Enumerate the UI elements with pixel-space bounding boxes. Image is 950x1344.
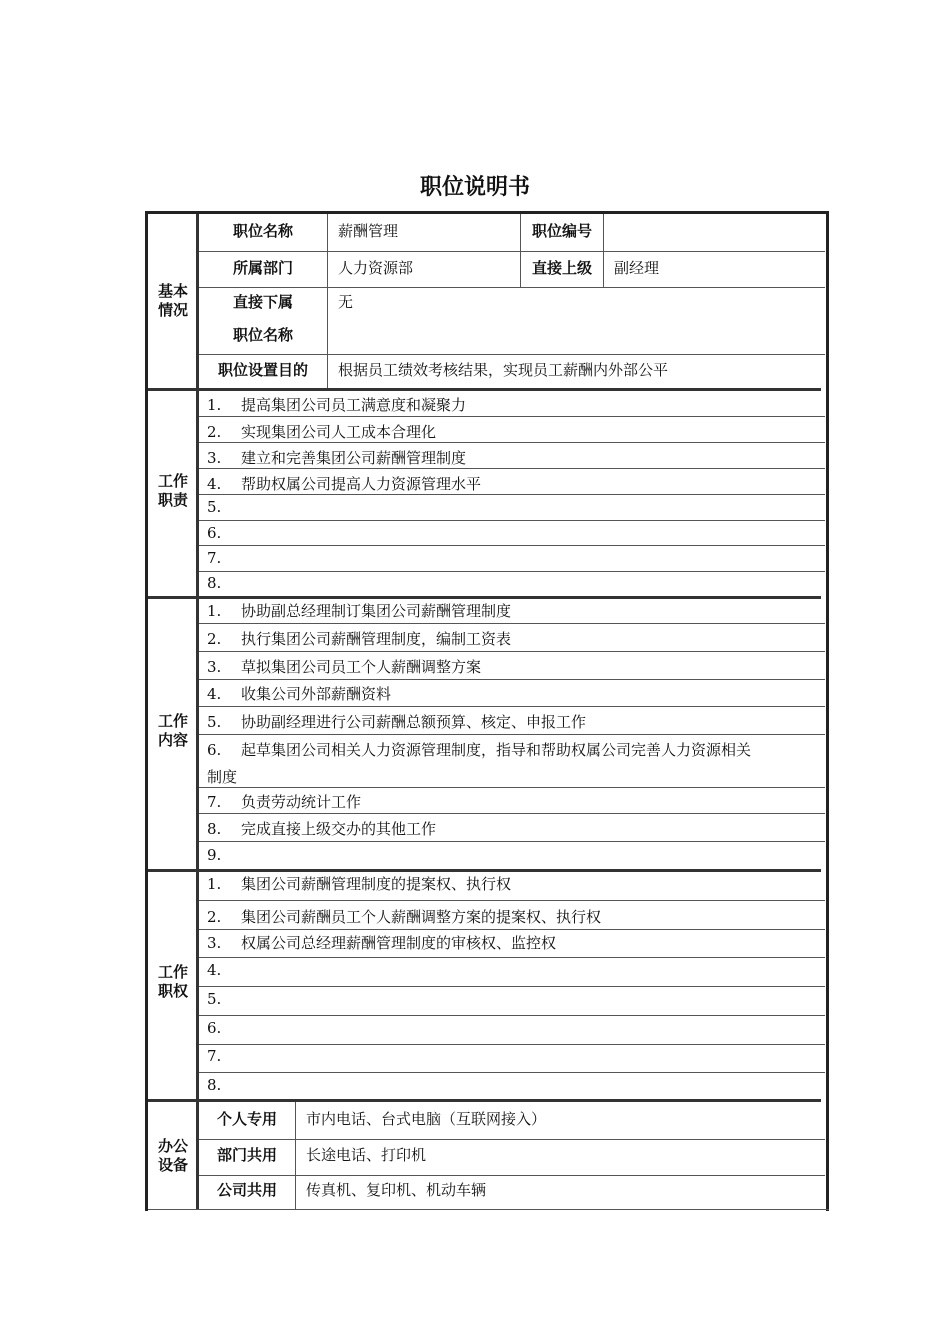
item-number: 2. bbox=[207, 908, 222, 926]
section-label-basic: 基本 情况 bbox=[157, 282, 188, 319]
item-number: 3. bbox=[207, 934, 222, 952]
row-line bbox=[199, 442, 825, 443]
section-separator bbox=[148, 388, 821, 391]
item-number: 8. bbox=[207, 820, 222, 838]
position-name-label: 职位名称 bbox=[232, 222, 293, 240]
authority-item bbox=[207, 932, 822, 953]
row-line bbox=[199, 841, 825, 842]
row-line bbox=[199, 1015, 825, 1016]
duties-item bbox=[207, 574, 822, 592]
basic-row-line bbox=[199, 354, 825, 355]
duties-item bbox=[207, 447, 822, 468]
row-line bbox=[199, 813, 825, 814]
section-separator bbox=[148, 596, 821, 599]
equipment-value: 长途电话、打印机 bbox=[306, 1146, 427, 1164]
item-text: 提高集团公司员工满意度和凝聚力 bbox=[241, 396, 467, 414]
content-item bbox=[207, 600, 822, 621]
item-text: 实现集团公司人工成本合理化 bbox=[241, 423, 437, 441]
row-line bbox=[199, 1175, 825, 1176]
row-line bbox=[199, 787, 825, 788]
subordinate-value: 无 bbox=[338, 293, 354, 311]
item-text: 帮助权属公司提高人力资源管理水平 bbox=[241, 475, 482, 493]
content-item bbox=[207, 656, 822, 677]
department-value: 人力资源部 bbox=[338, 259, 414, 277]
equipment-value: 传真机、复印机、机动车辆 bbox=[306, 1181, 487, 1199]
item-number: 7. bbox=[207, 549, 222, 567]
item-text: 集团公司薪酬员工个人薪酬调整方案的提案权、执行权 bbox=[241, 908, 602, 926]
duties-item bbox=[207, 549, 822, 567]
section-label-equipment: 办公 设备 bbox=[157, 1137, 188, 1174]
content-item bbox=[207, 683, 822, 704]
authority-item bbox=[207, 961, 822, 979]
purpose-value: 根据员工绩效考核结果，实现员工薪酬内外部公平 bbox=[338, 361, 669, 379]
duties-item bbox=[207, 473, 822, 494]
item-number: 6. bbox=[207, 1019, 222, 1037]
item-number: 1. bbox=[207, 875, 222, 893]
authority-item bbox=[207, 1019, 822, 1037]
duties-item bbox=[207, 498, 822, 516]
duties-item bbox=[207, 524, 822, 542]
row-line bbox=[199, 1044, 825, 1045]
item-text: 执行集团公司薪酬管理制度，编制工资表 bbox=[241, 630, 512, 648]
subordinate-label: 直接下属 bbox=[232, 293, 293, 311]
section-label-authority: 工作 职权 bbox=[157, 963, 188, 1000]
row-line bbox=[199, 416, 825, 417]
authority-item bbox=[207, 873, 822, 894]
item-number: 6. bbox=[207, 524, 222, 542]
item-number: 1. bbox=[207, 396, 222, 414]
row-line bbox=[199, 494, 825, 495]
basic-row-line bbox=[199, 287, 825, 288]
superior-value: 副经理 bbox=[614, 259, 660, 277]
content-item bbox=[207, 711, 822, 732]
item-number: 7. bbox=[207, 1047, 222, 1065]
row-line bbox=[199, 468, 825, 469]
equipment-label: 公司共用 bbox=[216, 1181, 277, 1199]
equipment-label: 个人专用 bbox=[216, 1110, 277, 1128]
item-text-continued: 制度 bbox=[207, 768, 238, 786]
basic-col-divider bbox=[327, 214, 328, 389]
item-number: 8. bbox=[207, 574, 222, 592]
item-number: 4. bbox=[207, 475, 222, 493]
item-number: 5. bbox=[207, 498, 222, 516]
row-line bbox=[199, 929, 825, 930]
equipment-value: 市内电话、台式电脑（互联网接入） bbox=[306, 1110, 547, 1128]
item-text: 集团公司薪酬管理制度的提案权、执行权 bbox=[241, 875, 512, 893]
row-line bbox=[199, 545, 825, 546]
item-number: 4. bbox=[207, 961, 222, 979]
item-text: 协助副总经理制订集团公司薪酬管理制度 bbox=[241, 602, 512, 620]
section-label-duties: 工作 职责 bbox=[157, 472, 188, 509]
authority-item bbox=[207, 990, 822, 1008]
section-separator bbox=[148, 869, 821, 872]
row-line bbox=[199, 900, 825, 901]
row-line bbox=[199, 957, 825, 958]
duties-item bbox=[207, 421, 822, 442]
row-line bbox=[199, 706, 825, 707]
item-number: 4. bbox=[207, 685, 222, 703]
equipment-label: 部门共用 bbox=[216, 1146, 277, 1164]
content-item bbox=[207, 791, 822, 812]
authority-item bbox=[207, 906, 822, 927]
content-item bbox=[207, 628, 822, 649]
item-text: 完成直接上级交办的其他工作 bbox=[241, 820, 437, 838]
item-number: 9. bbox=[207, 846, 222, 864]
item-text: 权属公司总经理薪酬管理制度的审核权、监控权 bbox=[241, 934, 557, 952]
item-text: 收集公司外部薪酬资料 bbox=[241, 685, 392, 703]
position-name-value: 薪酬管理 bbox=[338, 222, 399, 240]
row-line bbox=[199, 1139, 825, 1140]
row-line bbox=[199, 734, 825, 735]
row-line bbox=[199, 986, 825, 987]
department-label: 所属部门 bbox=[232, 259, 293, 277]
item-number: 2. bbox=[207, 423, 222, 441]
content-item bbox=[207, 739, 822, 787]
row-line bbox=[199, 651, 825, 652]
section-separator bbox=[148, 1099, 821, 1102]
purpose-label: 职位设置目的 bbox=[217, 361, 308, 379]
item-number: 2. bbox=[207, 630, 222, 648]
subordinate-position-label: 职位名称 bbox=[232, 326, 293, 344]
item-text: 负责劳动统计工作 bbox=[241, 793, 362, 811]
item-number: 3. bbox=[207, 449, 222, 467]
item-text: 起草集团公司相关人力资源管理制度，指导和帮助权属公司完善人力资源相关 bbox=[241, 741, 752, 759]
content-item bbox=[207, 818, 822, 839]
item-number: 7. bbox=[207, 793, 222, 811]
duties-item bbox=[207, 394, 822, 415]
row-line bbox=[199, 1072, 825, 1073]
item-text: 建立和完善集团公司薪酬管理制度 bbox=[241, 449, 467, 467]
page-title: 职位说明书 bbox=[419, 175, 530, 200]
item-number: 6. bbox=[207, 741, 222, 759]
row-line bbox=[199, 520, 825, 521]
item-text: 草拟集团公司员工个人薪酬调整方案 bbox=[241, 658, 482, 676]
position-code-label: 职位编号 bbox=[531, 222, 592, 240]
row-line bbox=[199, 571, 825, 572]
authority-item bbox=[207, 1076, 822, 1094]
content-item bbox=[207, 846, 822, 864]
authority-item bbox=[207, 1047, 822, 1065]
table-bottom-line bbox=[148, 1209, 829, 1210]
item-number: 5. bbox=[207, 990, 222, 1008]
equipment-col-divider bbox=[295, 1102, 296, 1210]
row-line bbox=[199, 623, 825, 624]
item-text: 协助副经理进行公司薪酬总额预算、核定、申报工作 bbox=[241, 713, 587, 731]
superior-label: 直接上级 bbox=[531, 259, 592, 277]
item-number: 3. bbox=[207, 658, 222, 676]
item-number: 1. bbox=[207, 602, 222, 620]
item-number: 5. bbox=[207, 713, 222, 731]
section-label-content: 工作 内容 bbox=[157, 712, 188, 749]
item-number: 8. bbox=[207, 1076, 222, 1094]
basic-row-line bbox=[199, 251, 825, 252]
row-line bbox=[199, 679, 825, 680]
